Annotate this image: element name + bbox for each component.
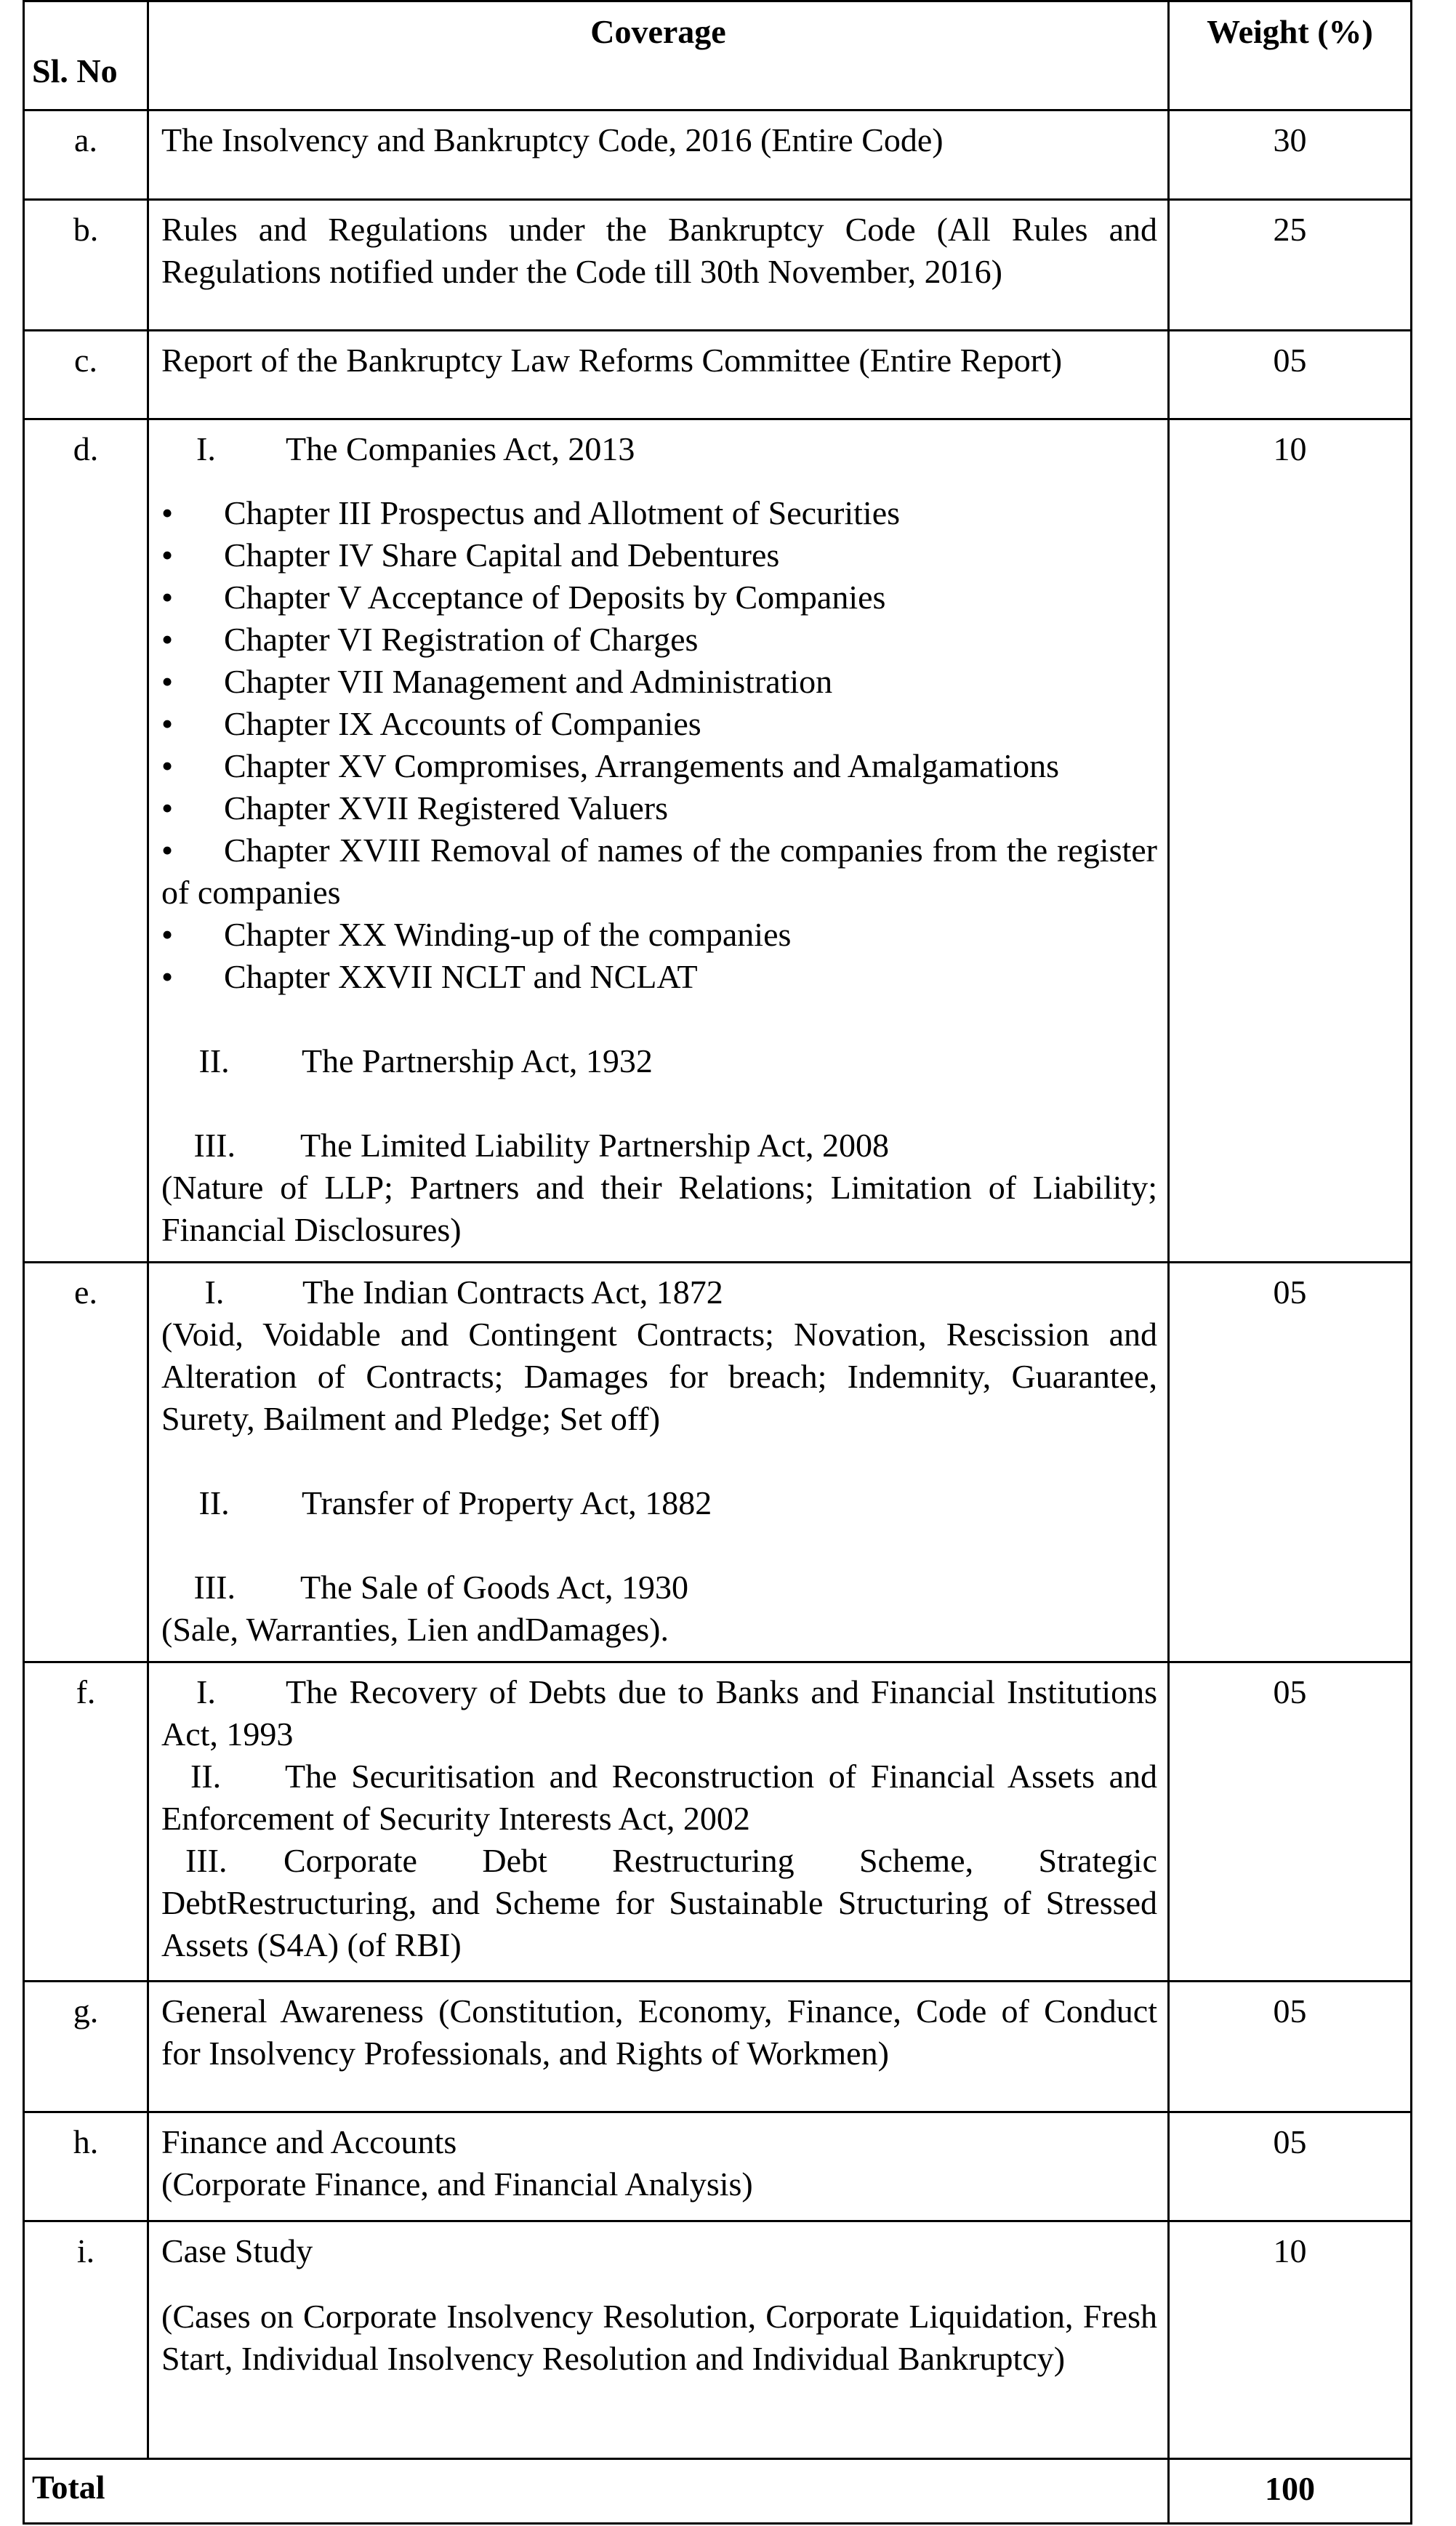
roman-numeral: III. — [193, 1127, 236, 1164]
list-item: • Chapter XVII Registered Valuers — [161, 787, 1157, 829]
weight-value: 05 — [1273, 1992, 1307, 2030]
bullet-icon: • — [161, 832, 174, 869]
table-row-c — [25, 329, 1410, 420]
roman-item — [161, 1040, 1157, 1082]
roman-numeral: I. — [204, 1274, 225, 1311]
list-item: • Chapter XX Winding-up of the companies — [161, 914, 1157, 956]
bullet-icon: • — [161, 663, 174, 700]
bullet-icon: • — [161, 747, 174, 784]
header-cell-coverage — [149, 2, 1170, 109]
bullet-icon: • — [161, 705, 174, 742]
act-title: Transfer of Property Act, 1882 — [302, 1484, 712, 1521]
weight-value: 10 — [1273, 430, 1307, 467]
header-coverage: Coverage — [590, 13, 726, 50]
list-item: • Chapter IV Share Capital and Debentures — [161, 534, 1157, 576]
coverage-text: Case Study — [161, 2232, 313, 2269]
sl-no: c. — [74, 342, 97, 379]
roman-numeral: II. — [198, 1484, 230, 1521]
coverage-text: Finance and Accounts — [161, 2123, 457, 2160]
sl-no: h. — [73, 2123, 99, 2160]
roman-item — [161, 1840, 1157, 1966]
table-row-i — [25, 2220, 1410, 2460]
act-title: The Securitisation and Reconstruction of Financial Assets and Enforcement of Security Interests Act, 2002 — [161, 1758, 1157, 1837]
bullet-icon: • — [161, 536, 174, 574]
weight-value: 10 — [1273, 2232, 1307, 2269]
coverage-note: (Corporate Finance, and Financial Analysis) — [161, 2165, 753, 2203]
coverage-text: General Awareness (Constitution, Economy, Finance, Code of Conduct for Insolvency Professionals, and Rights of Workmen) — [161, 1992, 1157, 2072]
chapter-bullet-list — [161, 492, 1157, 998]
sl-no: a. — [74, 121, 97, 158]
table-row-a — [25, 109, 1410, 201]
table-header-row — [25, 2, 1410, 111]
roman-numeral: I. — [196, 430, 216, 467]
weight-value: 05 — [1273, 342, 1307, 379]
act-note: (Void, Voidable and Contingent Contracts; Novation, Rescission and Alteration of Contracts; Damages for breach; Indemnity, Guarantee, Surety, Bailment and Pledge; Set off) — [161, 1316, 1157, 1437]
coverage-text: The Insolvency and Bankruptcy Code, 2016 (Entire Code) — [161, 121, 944, 158]
roman-item — [161, 1125, 1157, 1167]
roman-numeral: II. — [190, 1758, 222, 1795]
bullet-icon: • — [161, 494, 174, 531]
act-title: The Recovery of Debts due to Banks and Financial Institutions Act, 1993 — [161, 1673, 1157, 1753]
act-note: (Sale, Warranties, Lien andDamages). — [161, 1611, 669, 1648]
act-title: The Partnership Act, 1932 — [302, 1042, 653, 1079]
coverage-cell — [149, 1261, 1170, 1661]
coverage-cell — [149, 418, 1170, 1261]
weight-value: 25 — [1273, 211, 1307, 248]
list-item: • Chapter VI Registration of Charges — [161, 619, 1157, 661]
act-title: The Companies Act, 2013 — [286, 430, 635, 467]
table-row-e — [25, 1261, 1410, 1663]
sl-no: g. — [73, 1992, 99, 2030]
sl-no: i. — [76, 2232, 95, 2269]
roman-item — [161, 428, 1157, 470]
weight-value: 05 — [1273, 2123, 1307, 2160]
list-item: • Chapter IX Accounts of Companies — [161, 703, 1157, 745]
sl-no: e. — [74, 1274, 97, 1311]
act-title: Corporate Debt Restructuring Scheme, Strategic DebtRestructuring, and Scheme for Sustainable Structuring of Stressed Assets (S4A) (of RBI) — [161, 1842, 1157, 1963]
roman-item — [161, 1755, 1157, 1840]
coverage-text: Report of the Bankruptcy Law Reforms Committee (Entire Report) — [161, 342, 1063, 379]
roman-numeral: III. — [193, 1569, 236, 1606]
sl-no: d. — [73, 430, 99, 467]
bullet-icon: • — [161, 916, 174, 953]
table-row-g — [25, 1980, 1410, 2113]
bullet-icon: • — [161, 621, 174, 658]
total-label-cell — [25, 2458, 1170, 2522]
header-cell-weight — [1170, 2, 1410, 109]
coverage-note: (Cases on Corporate Insolvency Resolution, Corporate Liquidation, Fresh Start, Individual Insolvency Resolution and Individual Bankruptcy) — [161, 2298, 1157, 2377]
roman-item — [161, 1271, 1157, 1314]
total-weight: 100 — [1265, 2470, 1315, 2507]
list-item: • Chapter XXVII NCLT and NCLAT — [161, 956, 1157, 998]
bullet-icon: • — [161, 579, 174, 616]
syllabus-table — [23, 0, 1412, 2525]
total-label: Total — [32, 2469, 105, 2506]
list-item: • Chapter III Prospectus and Allotment of Securities — [161, 492, 1157, 534]
act-note: (Nature of LLP; Partners and their Relations; Limitation of Liability; Financial Disclosures) — [161, 1169, 1157, 1248]
bullet-icon: • — [161, 958, 174, 995]
roman-item — [161, 1566, 1157, 1609]
header-cell-sl-no — [25, 2, 149, 109]
act-title: The Indian Contracts Act, 1872 — [302, 1274, 723, 1311]
table-total-row — [25, 2458, 1410, 2522]
table-row-b — [25, 198, 1410, 331]
weight-value: 05 — [1273, 1673, 1307, 1710]
bullet-icon: • — [161, 789, 174, 826]
roman-numeral: II. — [198, 1042, 230, 1079]
act-title: The Limited Liability Partnership Act, 2008 — [300, 1127, 889, 1164]
coverage-cell — [149, 1661, 1170, 1980]
table-row-d — [25, 418, 1410, 1263]
sl-no: b. — [73, 211, 99, 248]
roman-numeral: I. — [196, 1673, 216, 1710]
roman-item — [161, 1671, 1157, 1755]
list-item: • Chapter V Acceptance of Deposits by Companies — [161, 576, 1157, 619]
weight-value: 30 — [1273, 121, 1307, 158]
sl-no: f. — [76, 1673, 96, 1710]
table-row-f — [25, 1661, 1410, 1982]
table-row-h — [25, 2111, 1410, 2222]
weight-value: 05 — [1273, 1274, 1307, 1311]
coverage-text: Rules and Regulations under the Bankruptcy Code (All Rules and Regulations notified under the Code till 30th November, 2016) — [161, 211, 1157, 290]
list-item: • Chapter XVIII Removal of names of the companies from the register of companies — [161, 829, 1157, 914]
list-item: • Chapter VII Management and Administration — [161, 661, 1157, 703]
act-title: The Sale of Goods Act, 1930 — [300, 1569, 689, 1606]
list-item: • Chapter XV Compromises, Arrangements and Amalgamations — [161, 745, 1157, 787]
roman-numeral: III. — [185, 1842, 228, 1879]
roman-item — [161, 1482, 1157, 1524]
header-sl-no: Sl. No — [32, 52, 118, 89]
header-weight: Weight (%) — [1207, 13, 1373, 50]
